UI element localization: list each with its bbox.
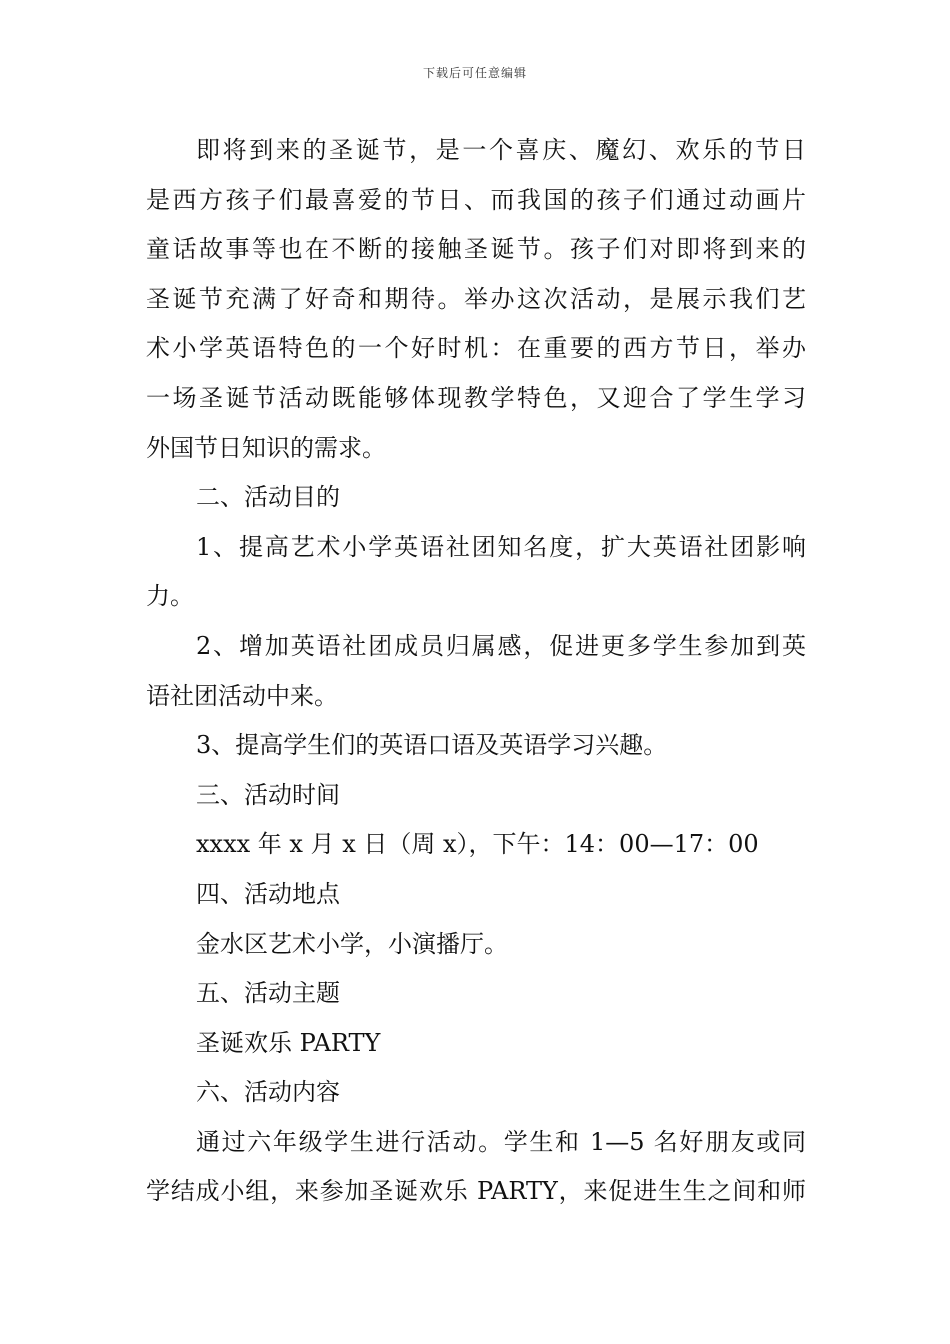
paragraph-line: 学结成小组，来参加圣诞欢乐 PARTY，来促进生生之间和师 <box>146 1177 806 1206</box>
section-heading: 三、活动时间 <box>196 780 340 809</box>
paragraph-line: 2、增加英语社团成员归属感，促进更多学生参加到英 <box>196 631 806 660</box>
paragraph-line: 圣诞欢乐 PARTY <box>196 1028 381 1057</box>
paragraph-line: 圣诞节充满了好奇和期待。举办这次活动，是展示我们艺 <box>146 284 806 313</box>
paragraph-line: 通过六年级学生进行活动。学生和 1—5 名好朋友或同 <box>196 1127 806 1156</box>
section-heading: 五、活动主题 <box>196 979 340 1008</box>
paragraph-line: 即将到来的圣诞节，是一个喜庆、魔幻、欢乐的节日 <box>196 136 806 164</box>
page-header: 下载后可任意编辑 <box>422 66 527 80</box>
paragraph-line: 一场圣诞节活动既能够体现教学特色，又迎合了学生学习 <box>146 383 806 412</box>
paragraph-line: 力。 <box>146 582 194 611</box>
section-heading: 六、活动内容 <box>196 1078 340 1107</box>
section-heading: 四、活动地点 <box>196 879 340 908</box>
paragraph-line: 金水区艺术小学，小演播厅。 <box>196 929 508 958</box>
paragraph-line: 1、提高艺术小学英语社团知名度，扩大英语社团影响 <box>196 532 806 561</box>
paragraph-line: 外国节日知识的需求。 <box>146 433 386 462</box>
paragraph-line: 语社团活动中来。 <box>146 681 338 710</box>
paragraph-line: 3、提高学生们的英语口语及英语学习兴趣。 <box>196 731 668 760</box>
document-body <box>146 126 806 1217</box>
paragraph-line: 童话故事等也在不断的接触圣诞节。孩子们对即将到来的 <box>146 235 806 264</box>
paragraph-line: 术小学英语特色的一个好时机：在重要的西方节日，举办 <box>146 334 806 363</box>
section-heading: 二、活动目的 <box>196 483 340 512</box>
paragraph-line: xxxx 年 x 月 x 日（周 x），下午：14：00—17：00 <box>196 830 759 859</box>
paragraph-line: 是西方孩子们最喜爱的节日、而我国的孩子们通过动画片 <box>146 185 806 214</box>
